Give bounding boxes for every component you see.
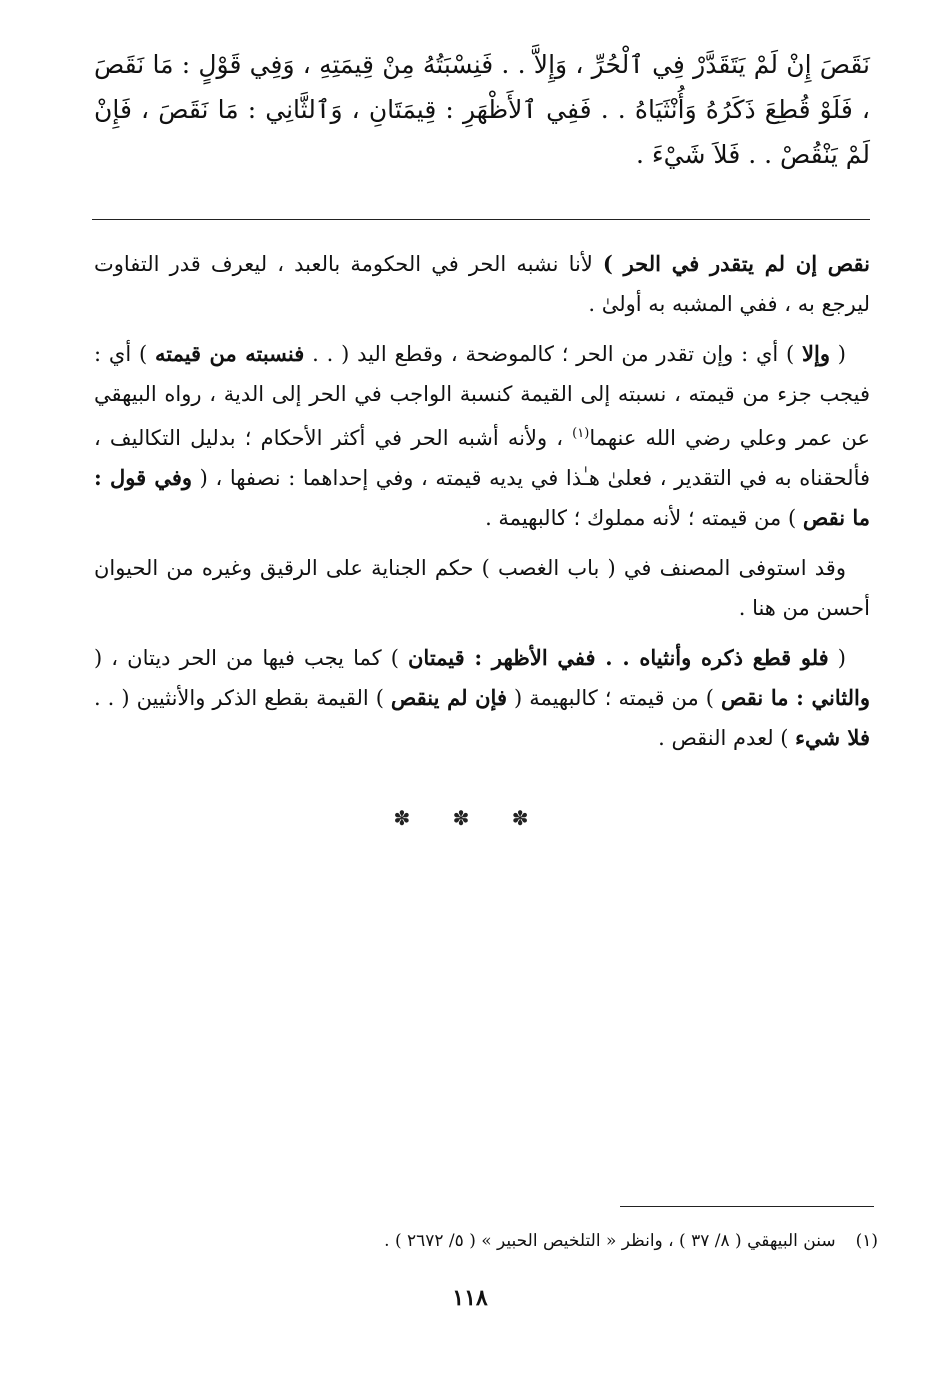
page-number: ١١٨ <box>452 1285 488 1311</box>
bracket: ( <box>830 342 847 366</box>
commentary-paragraph-2 <box>94 334 870 538</box>
commentary-paragraph-3 <box>94 548 870 628</box>
footnote <box>94 1226 878 1256</box>
commentary-paragraph-4 <box>94 638 870 758</box>
quoted-text: وفي قول : ما نقص <box>94 465 870 530</box>
section-divider <box>92 219 870 220</box>
commentary-text: ) كما يجب فيها من الحر ديتان ، ( <box>94 646 408 670</box>
main-text-block <box>94 42 870 177</box>
commentary-text: ) من قيمته ؛ لأنه مملوك ؛ كالبهيمة . <box>485 506 803 530</box>
footnote-text: سنن البيهقي ( ٨/ ٣٧ ) ، وانظر « التلخيص الحبير » ( ٥/ ٢٦٧٢ ) . <box>384 1231 836 1251</box>
quoted-text: فلا شيء <box>795 725 870 750</box>
commentary-text: ) لعدم النقص . <box>658 726 796 750</box>
commentary-text: ، ولأنه أشبه الحر في أكثر الأحكام ؛ بدليل التكاليف ، فألحقناه به في التقدير ، فعلىٰ هـٰذا في يديه قيمته ، وفي إحداهما : نصفها ، ( <box>94 426 871 490</box>
main-text: نَقَصَ إِنْ لَمْ يَتَقَدَّرْ فِي ٱلْحُرِّ ، وَإِلاَّ . . فَنِسْبَتُهُ مِنْ قِيمَتِهِ ، وَفِي قَوْلٍ : مَا نَقَصَ ، فَلَوْ قُطِعَ ذَكَرُهُ وَأُنْثَيَاهُ . . فَفِي ٱلأَظْهَرِ : قِيمَتَانِ ، وَٱلثَّانِي : مَا نَقَصَ ، فَإِنْ لَمْ يَنْقُصْ . . فَلاَ شَيْءَ . <box>94 50 870 169</box>
quoted-text: فنسبته من قيمته <box>154 341 305 366</box>
quoted-text: نقص إن لم يتقدر في الحر ) <box>602 251 870 276</box>
commentary-text: وقد استوفى المصنف في ( باب الغصب ) حكم الجناية على الرقيق وغيره من الحيوان أحسن من هنا . <box>94 556 870 620</box>
footnote-reference[interactable]: (١) <box>572 426 590 441</box>
commentary-text: ) من قيمته ؛ كالبهيمة ( <box>506 686 722 710</box>
footnote-divider <box>620 1206 874 1207</box>
commentary-text: ) أي : وإن تقدر من الحر ؛ كالموضحة ، وقطع اليد ( . . <box>304 342 803 366</box>
quoted-text: فلو قطع ذكره وأنثياه . . ففي الأظهر : قيمتان <box>408 645 829 670</box>
footnote-number: (١) <box>855 1231 878 1251</box>
quoted-text: والثاني : ما نقص <box>721 685 871 710</box>
commentary-text: لأنا نشبه الحر في الحكومة بالعبد ، ليعرف قدر التفاوت ليرجع به ، ففي المشبه به أولىٰ . <box>94 252 870 316</box>
section-end-ornament: ✽ ✽ ✽ <box>393 806 547 830</box>
quoted-text: فإن لم ينقص <box>390 685 507 710</box>
commentary-paragraph-1 <box>94 244 870 324</box>
commentary-block <box>94 244 870 768</box>
quoted-text: وإلا <box>802 341 830 366</box>
commentary-text: ) أي : فيجب جزء من قيمته ، نسبته إلى القيمة كنسبة الواجب في الحر إلى الدية ، رواه البيهقي عن عمر وعلي رضي الله عنهما <box>94 342 870 450</box>
bracket: ( <box>828 646 846 670</box>
commentary-text: ) القيمة بقطع الذكر والأنثيين ( . . <box>94 686 391 710</box>
